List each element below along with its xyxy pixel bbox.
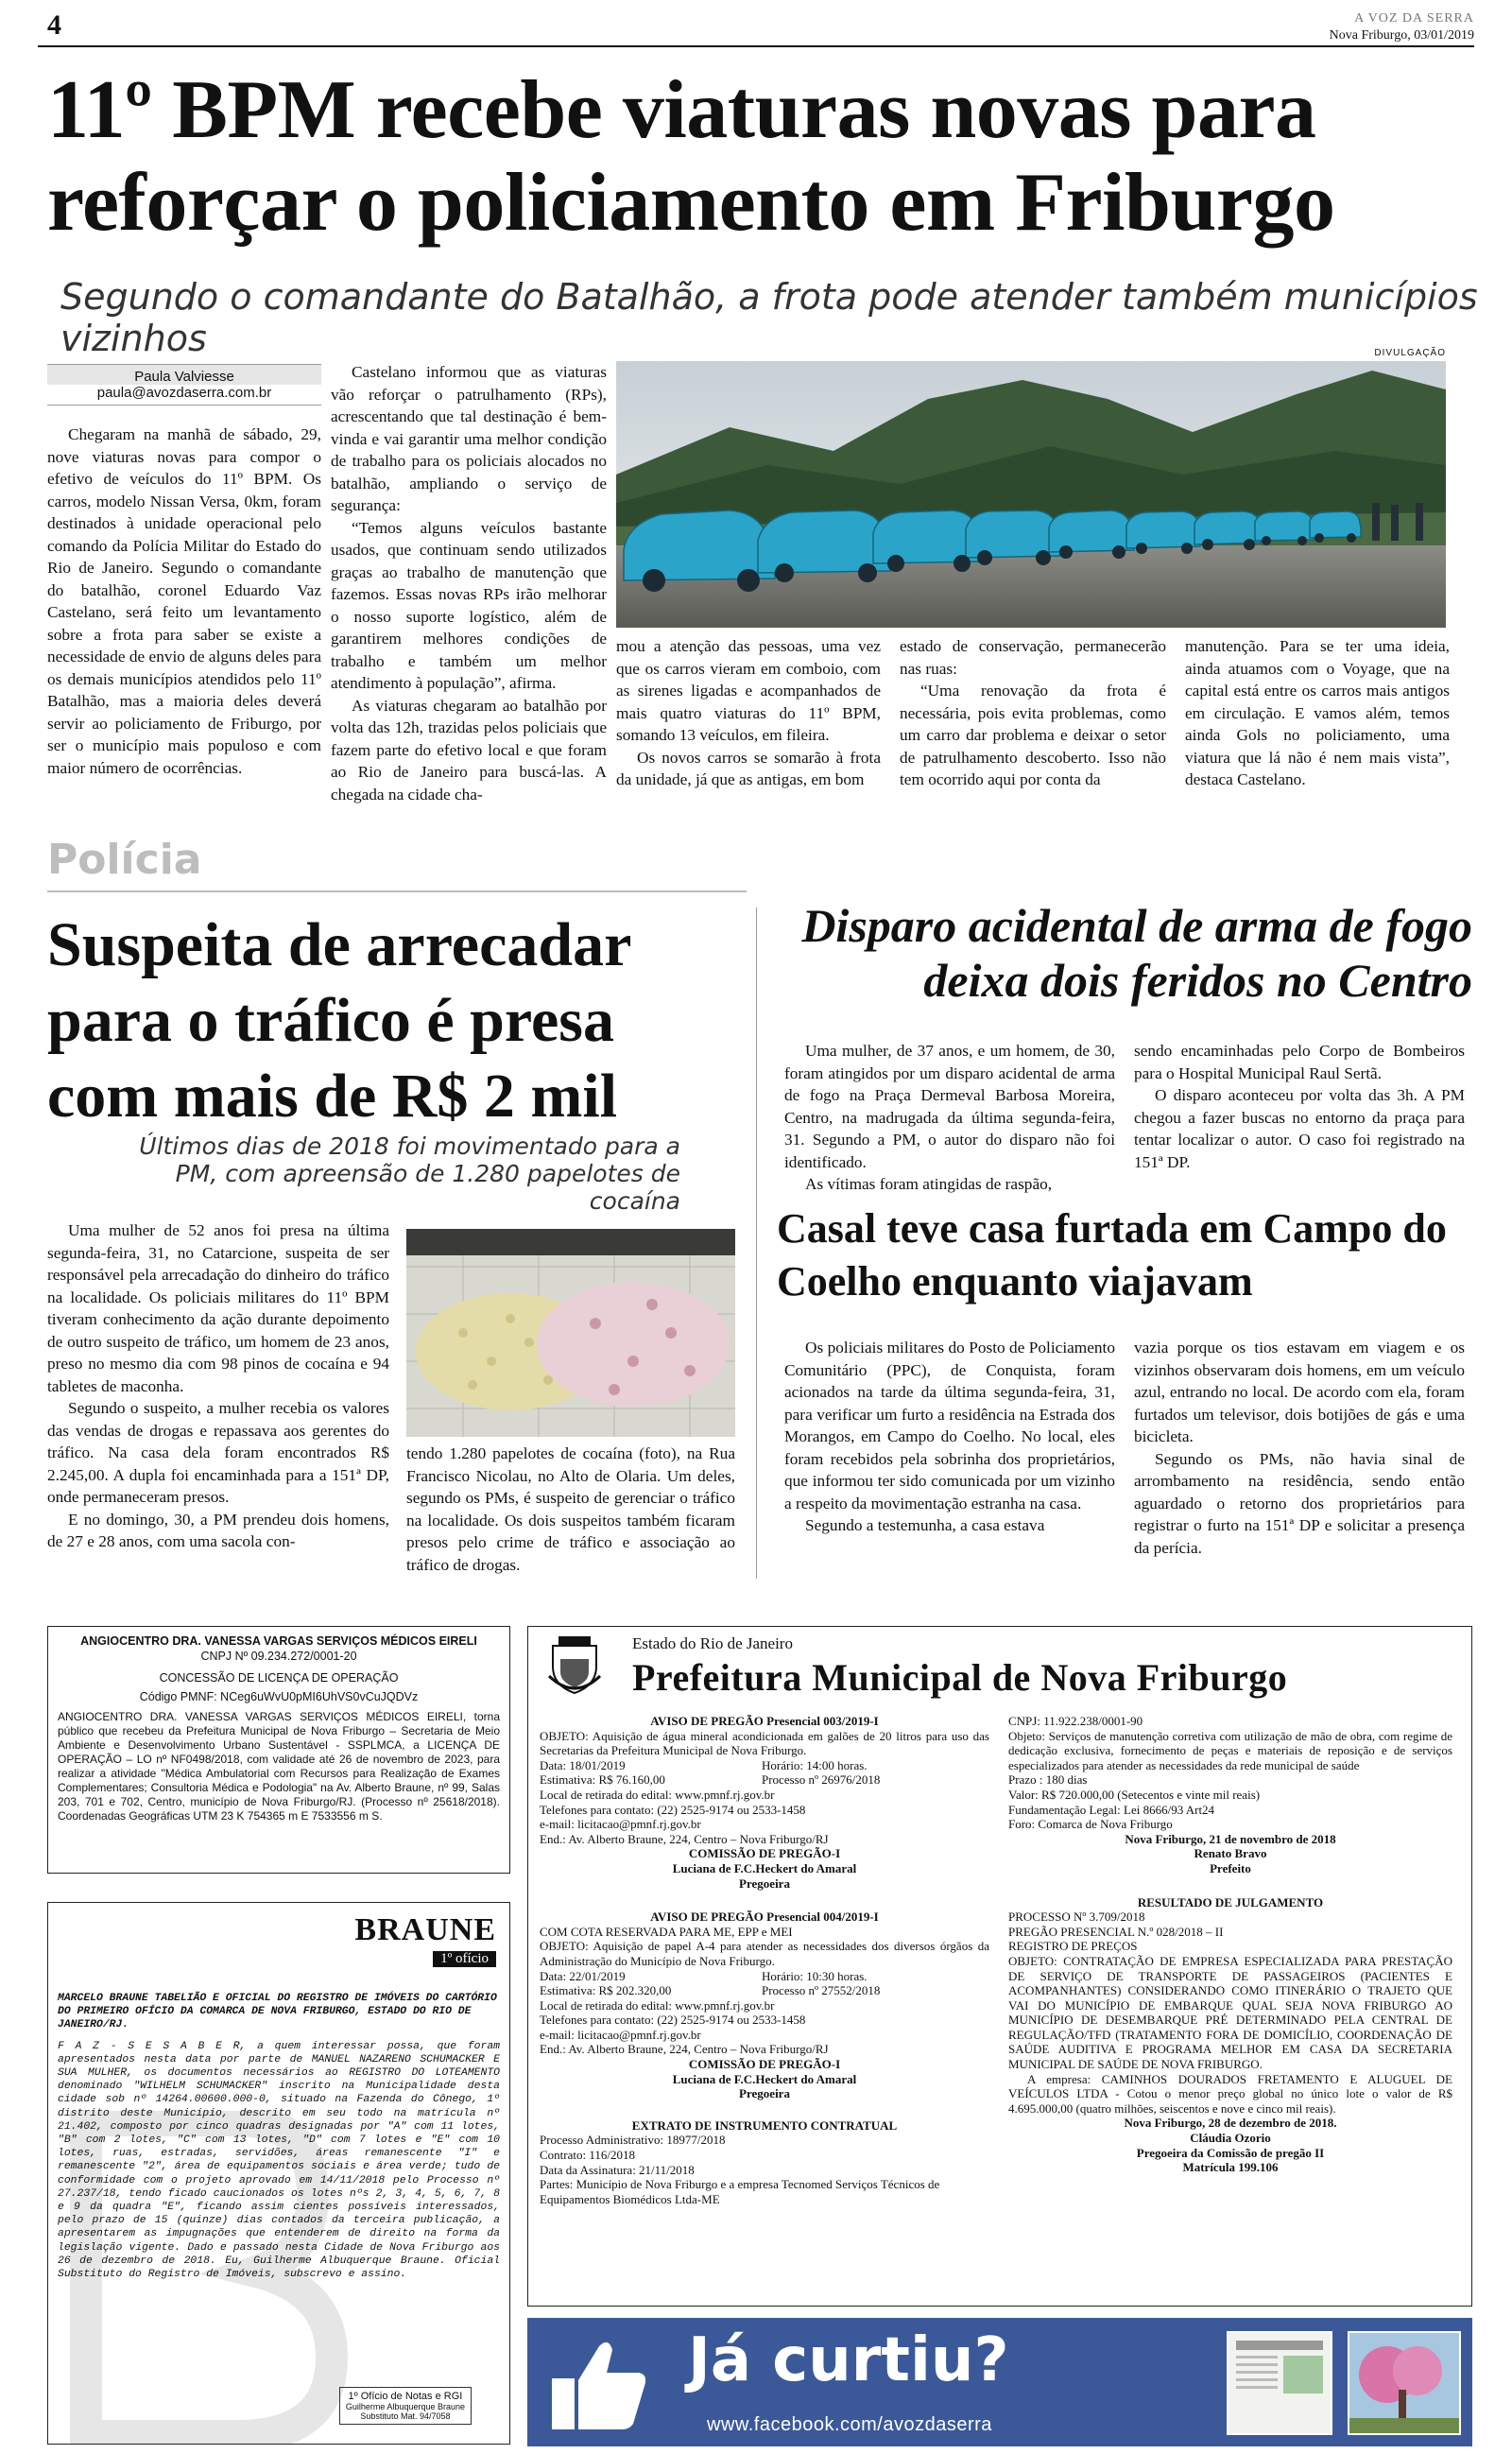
drugs-photo	[406, 1229, 735, 1437]
result-role: Pregoeira da Comissão de pregão II	[1136, 2145, 1325, 2160]
extrato-partes: Partes: Município de Nova Friburgo e a empresa Tecnomed Serviços Técnicos de Equipamentos Biomédicos Ltda-ME	[540, 2177, 940, 2206]
aviso2-title: AVISO DE PREGÃO Presencial 004/2019-I	[650, 1910, 879, 1925]
casal-col-1-p1: Os policiais militares do Posto de Policiamento Comunitário (PPC), de Conquista, foram acionados na tarde da última segunda-feira, 31, para verificar um furto a residência na Estrada dos Morangos, em Campo do Coelho. No local, eles foram recebidos pela sobrinha dos proprietários, que informou ter sido comunicada por um vizinho a respeito da movimentação estranha na casa.	[784, 1339, 1115, 1512]
braune-header: MARCELO BRAUNE TABELIÃO E OFICIAL DO REGISTRO DE IMÓVEIS DO CARTÓRIO DO PRIMEIRO OFÍCIO DA COMARCA DE NOVA FRIBURGO, ESTADO DO RIO DE JANEIRO/RJ.	[58, 1993, 497, 2031]
aviso2-role: Pregoeira	[739, 2086, 790, 2101]
angiocentro-ad	[47, 1626, 510, 1874]
aviso1-hora: Horário: 14:00 horas.	[762, 1757, 868, 1772]
braune-logo-text: BRAUNE	[354, 1912, 496, 1947]
angiocentro-title: ANGIOCENTRO DRA. VANESSA VARGAS SERVIÇOS MÉDICOS EIRELI	[80, 1634, 477, 1648]
braune-logo-sub: 1º ofício	[433, 1951, 496, 1967]
result-pregao: PREGÃO PRESENCIAL N.º 028/2018 – II	[1008, 1924, 1224, 1939]
section-tag-policia: Polícia	[47, 836, 202, 884]
braune-stamp-line3: Substituto Mat. 94/7058	[360, 2411, 451, 2421]
right-objeto: Objeto: Serviços de manutenção corretiva com utilização de mão de obra, com regime de dedicação exclusiva, fornecimento de peças e materiais de reposição e de serviços especializados para atender as necessidades da rede municipal de saúde	[1008, 1728, 1452, 1772]
facebook-url[interactable]: www.facebook.com/avozdaserra	[707, 2414, 992, 2435]
casal-col-2-p1: vazia porque os tios estavam em viagem e os vizinhos observaram dois homens, em um veículo azul, entrando no local. De acordo com ela, foram furtados um televisor, dois botijões de gás e uma bicicleta.	[1134, 1339, 1465, 1445]
aviso1-email: e-mail: licitacao@pmnf.rj.gov.br	[540, 1817, 701, 1832]
suspeita-col-1-p2: Segundo o suspeito, a mulher recebia os valores das vendas de drogas e repassava aos gerentes do tráfico. Na casa dela foram encontrados R$ 2.245,00. A dupla foi encaminhada para a 151ª DP, onde permaneceram presos.	[47, 1399, 389, 1506]
main-col-3-p1: mou a atenção das pessoas, uma vez que os carros vieram em comboio, com as sirenes ligadas e acompanhados de mais quatro viaturas do 11º BPM, somando 13 veículos, em fileira.	[616, 637, 881, 744]
disparo-col-1-p2: As vítimas foram atingidas de raspão,	[805, 1175, 1053, 1193]
column-divider	[756, 907, 757, 1579]
facebook-banner[interactable]	[527, 2318, 1472, 2446]
result-registro: REGISTRO DE PREÇOS	[1008, 1939, 1138, 1954]
aviso1-telefones: Telefones para contato: (22) 2525-9174 ou 2533-1458	[540, 1802, 806, 1817]
casal-col-1-p2: Segundo a testemunha, a casa estava	[805, 1516, 1045, 1534]
aviso1-comissao: COMISSÃO DE PREGÃO-I	[688, 1846, 841, 1861]
disparo-col-2-p2: O disparo aconteceu por volta das 3h. A PM chegou a fazer buscas no entorno da praça para tentar localizar o autor. O caso foi registrado na 151ª DP.	[1134, 1086, 1465, 1171]
main-col-2-p1: Castelano informou que as viaturas vão reforçar o patrulhamento (RPs), acrescentando que tal destinação é bem-vinda e vai garantir uma melhor condição de trabalho para os policiais alocados no batalhão, ampliando o serviço de segurança:	[331, 363, 607, 514]
aviso1-local: Local de retirada do edital: www.pmnf.rj.gov.br	[540, 1787, 775, 1802]
prefeitura-right-col	[1008, 1714, 1452, 2175]
result-objeto: OBJETO: CONTRATAÇÃO DE EMPRESA ESPECIALIZADA PARA PRESTAÇÃO DE SERVIÇO DE TRANSPORTE DE PASSAGEIROS (PACIENTES E ACOMPANHANTES) CONSIDERANDO COMO ITINERÁRIO O TRAJETO QUE VAI DO MUNICÍPIO DE EMBARQUE QUAL SEJA NOVA FRIBURGO AO MUNICÍPIO DE DESEMBARQUE PRÉ DETERMINADO PELA CENTRAL DE REGULAÇÃO/TFD (TRATAMENTO FORA DE DOMICÍLIO, COORDENAÇÃO DE SAÚDE AUDITIVA E PROGRAMA MELHOR EM CASA DA SECRETARIA MUNICIPAL DE SAÚDE DE NOVA FRIBURGO.	[1008, 1953, 1452, 2072]
aviso2-objeto: OBJETO: Aquisição de papel A-4 para atender as necessidades dos diversos órgãos da Administração do Município de Nova Friburgo.	[540, 1939, 989, 1968]
byline-author: Paula Valviesse	[47, 364, 321, 385]
main-col-3-p2: Os novos carros se somarão à frota da unidade, já que as antigas, em bom	[616, 748, 881, 788]
right-fundamentacao: Fundamentação Legal: Lei 8666/93 Art24	[1008, 1802, 1215, 1817]
police-cars-photo	[616, 361, 1446, 628]
coat-of-arms-icon	[545, 1634, 604, 1695]
suspeita-col-1-p3: E no domingo, 30, a PM prendeu dois homens, de 27 e 28 anos, com uma sacola con-	[47, 1510, 389, 1550]
casal-col-2	[1134, 1337, 1465, 1559]
extrato-contrato: Contrato: 116/2018	[540, 2148, 635, 2163]
extrato-data: Data da Assinatura: 21/11/2018	[540, 2162, 695, 2177]
page-number: 4	[47, 9, 61, 41]
page-date: Nova Friburgo, 03/01/2019	[1329, 28, 1474, 43]
extrato-processo: Processo Administrativo: 18977/2018	[540, 2133, 726, 2148]
aviso2-endereco: End.: Av. Alberto Braune, 224, Centro – Nova Friburgo/RJ	[540, 2042, 829, 2057]
right-date: Nova Friburgo, 21 de novembro de 2018	[1125, 1831, 1336, 1846]
prefeitura-left-col	[540, 1714, 989, 2206]
right-foro: Foro: Comarca de Nova Friburgo	[1008, 1817, 1173, 1832]
main-col-5: manutenção. Para se ter uma ideia, ainda atuamos com o Voyage, que na capital está entre os carros mais antigos em circulação. E vamos além, temos ainda Gols no policiamento, uma viatura que lá não é nem mais vista”, destaca Castelano.	[1185, 637, 1450, 788]
suspeita-col-2: tendo 1.280 papelotes de cocaína (foto), na Rua Francisco Nicolau, no Alto de Olaria. Um deles, segundo os PMs, é suspeito de gerenciar o tráfico na localidade. Os dois suspeitos também ficaram presos pelo crime de tráfico e associação ao tráfico de drogas.	[406, 1444, 735, 1574]
aviso1-role: Pregoeira	[739, 1875, 790, 1891]
aviso1-data: Data: 18/01/2019	[540, 1757, 626, 1772]
right-cnpj: CNPJ: 11.922.238/0001-90	[1008, 1714, 1143, 1728]
paper-name: A VOZ DA SERRA	[1354, 11, 1474, 26]
disparo-col-2-p1: sendo encaminhadas pelo Corpo de Bombeiros para o Hospital Municipal Raul Sertã.	[1134, 1042, 1465, 1082]
prefeitura-state: Estado do Rio de Janeiro	[632, 1634, 793, 1652]
aviso2-email: e-mail: licitacao@pmnf.rj.gov.br	[540, 2027, 701, 2042]
braune-stamp-line2: Guilherme Albuquerque Braune	[345, 2402, 465, 2411]
suspeita-col-1-p1: Uma mulher de 52 anos foi presa na última segunda-feira, 31, no Catarcione, suspeita de ser responsável pela arrecadação do dinheiro do tráfico na localidade. Os policiais militares do 11º BPM tiveram conhecimento da ação durante depoimento de outro suspeito de tráfico, um homem de 23 anos, preso no mesmo dia com 98 pinos de cocaína e 94 tabletes de maconha.	[47, 1221, 389, 1395]
main-col-2-p3: As viaturas chegaram ao batalhão por volta das 12h, trazidas pelos policiais que fazem parte do efetivo local e que foram ao Rio de Janeiro para buscá-las. A chegada na cidade cha-	[331, 696, 607, 804]
facebook-thumbnail-newspaper	[1227, 2331, 1332, 2435]
main-col-2-p2: “Temos alguns veículos bastante usados, que continuam sendo utilizados graças ao trabalho de manutenção que fazemos. Essas novas RPs irão melhorar o nosso suporte logístico, além de garantirem melhores condições de trabalho e também um melhor atendimento à população”, afirma.	[331, 518, 607, 692]
aviso2-hora: Horário: 10:30 horas.	[762, 1968, 868, 1983]
angiocentro-body: ANGIOCENTRO DRA. VANESSA VARGAS SERVIÇOS MÉDICOS EIRELI, torna público que recebeu da Prefeitura Municipal de Nova Friburgo – Secretaria de Meio Ambiente e Desenvolvimento Urbano Sustentável - SSPLMCA, a LICENÇA DE OPERAÇÃO – LO nº NF0498/2018, com validade até 26 de novembro de 2023, para realizar a atividade "Médica Ambulatorial com Recursos para Realização de Exames Complementares; Consultoria Médica e Podologia" na Av. Alberto Braune, nº 99, Salas 203, 701 e 702, Centro, município de Nova Friburgo/RJ. (Processo nº 25618/2018). Coordenadas Geográficas UTM 23 K 754365 m E 7533556 m S.	[58, 1710, 500, 1823]
right-signature: Renato Bravo	[1194, 1846, 1267, 1861]
result-title: RESULTADO DE JULGAMENTO	[1137, 1894, 1324, 1910]
aviso2-processo: Processo nº 27552/2018	[762, 1983, 881, 1998]
main-col-4-p1: estado de conservação, permanecerão nas ruas:	[900, 637, 1166, 678]
main-col-4-p2: “Uma renovação da frota é necessária, pois evita problemas, como um carro dar problema e deixar o setor de patrulhamento descoberto. Isso não tem ocorrido aqui por conta da	[900, 682, 1166, 788]
thumbs-up-icon	[546, 2331, 650, 2435]
aviso2-data: Data: 22/01/2019	[540, 1968, 626, 1983]
main-col-2	[331, 361, 607, 805]
casal-col-2-p2: Segundo os PMs, não havia sinal de arrombamento na residência, sendo então aguardado o retorno dos proprietários para registrar o furto na 151ª DP e solicitar a presença da perícia.	[1134, 1449, 1465, 1557]
main-col-1: Chegaram na manhã de sábado, 29, nove viaturas novas para compor o efetivo de veículos do 11º BPM. Os carros, modelo Nissan Versa, 0km, foram destinados à unidade operacional pelo comando da Polícia Militar do Estado do Rio de Janeiro. Segundo o comandante do batalhão, coronel Eduardo Vaz Castelano, será feito um levantamento sobre a frota para saber se existe a necessidade de envio de alguns deles para os demais municípios atendidos pelo 11º Batalhão, mas a maioria deles deverá servir ao policiamento de Friburgo, por ser o município mais populoso e com maior número de ocorrências.	[47, 425, 321, 777]
main-headline: 11º BPM recebe viaturas novas para reforçar o policiamento em Friburgo	[47, 64, 1335, 249]
aviso2-estimativa: Estimativa: R$ 202.320,00	[540, 1983, 672, 1998]
right-role: Prefeito	[1210, 1860, 1251, 1875]
suspeita-col-1	[47, 1219, 389, 1553]
aviso1-processo: Processo nº 26976/2018	[762, 1772, 881, 1788]
aviso1-title: AVISO DE PREGÃO Presencial 003/2019-I	[650, 1714, 879, 1728]
aviso2-signature: Luciana de F.C.Heckert do Amaral	[672, 2071, 857, 2086]
aviso2-cota: COM COTA RESERVADA PARA ME, EPP e MEI	[540, 1924, 793, 1939]
photo-credit: DIVULGAÇÃO	[1374, 348, 1446, 358]
braune-body: F A Z - S E S A B E R, a quem interessar possa, que foram apresentados nesta data por parte de MANUEL NAZARENO SCHUMACKER E SUA MULHER, os documentos necessários ao REGISTRO DO LOTEAMENTO denominado "WILHELM SCHUMACKER" inscrito na Municipalidade desta cidade sob nº 14264.00600.000-0, situado na Fazenda do Cônego, 1º distrito deste Município, descrito em seu todo na matrícula nº 21.402, composto por cinco quadras designadas por "A" com 11 lotes, "B" com 2 lotes, "C" com 13 lotes, "D" com 7 lotes e "E" com 10 lotes, ruas, estradas, servidões, áreas remanescente "I" e remanescente "2", área de equipamentos sociais e área verde; tudo de conformidade com o projeto aprovado em 14/11/2018 pelo Processo nº 27.237/18, tendo ficado caucionados os lotes nºs 2, 3, 4, 5, 6, 7, 8 e 9 da quadra "E", ficando assim cientes possíveis interessados, pelo prazo de 15 (quinze) dias contados da terceira publicação, a apresentarem as impugnações que entenderem de direito na forma da legislação vigente. Dado e passado nesta Cidade de Nova Friburgo aos 26 de dezembro de 2018. Eu, Guilherme Albuquerque Braune. Oficial Substituto do Registro de Imóveis, subscrevo e assino.	[58, 2040, 500, 2281]
casal-col-1	[784, 1337, 1115, 1537]
braune-stamp	[339, 2387, 472, 2425]
casal-headline: Casal teve casa furtada em Campo do Coelho enquanto viajavam	[777, 1205, 1447, 1305]
result-signature: Cláudia Ozorio	[1190, 2131, 1271, 2146]
top-rule	[38, 45, 1474, 47]
braune-logo	[354, 1912, 496, 1967]
result-processo: PROCESSO Nº 3.709/2018	[1008, 1910, 1145, 1925]
aviso1-endereco: End.: Av. Alberto Braune, 224, Centro – Nova Friburgo/RJ	[540, 1831, 829, 1846]
aviso2-telefones: Telefones para contato: (22) 2525-9174 ou 2533-1458	[540, 2013, 806, 2028]
angiocentro-code: Código PMNF: NCeg6uWvU0pMI6UhVS0vCuJQDVz	[139, 1689, 419, 1703]
braune-stamp-line1: 1º Ofício de Notas e RGI	[348, 2391, 463, 2402]
aviso1-signature: Luciana de F.C.Heckert do Amaral	[672, 1860, 857, 1875]
result-empresa: A empresa: CAMINHOS DOURADOS FRETAMENTO E ALUGUEL DE VEÍCULOS LTDA - Cotou o menor preço global no único lote o valor de R$ 4.695.000,00 (quatro milhões, seiscentos e nove e cinco mil reais).	[1008, 2071, 1452, 2116]
angiocentro-cnpj: CNPJ Nº 09.234.272/0001-20	[200, 1649, 357, 1663]
suspeita-headline: Suspeita de arrecadar para o tráfico é presa com mais de R$ 2 mil	[47, 910, 631, 1131]
facebook-thumbnail-tree	[1348, 2331, 1461, 2435]
aviso2-local: Local de retirada do edital: www.pmnf.rj.gov.br	[540, 1997, 775, 2013]
disparo-col-1-p1: Uma mulher, de 37 anos, e um homem, de 30, foram atingidos por um disparo acidental de arma de fogo na Praça Dermeval Barbosa Moreira, Centro, na madrugada da última segunda-feira, 31. Segundo a PM, o autor do disparo não foi identificado.	[784, 1042, 1115, 1171]
main-col-4	[900, 635, 1166, 791]
right-valor: Valor: R$ 720.000,00 (Setecentos e vinte mil reais)	[1008, 1787, 1261, 1802]
disparo-col-1	[784, 1040, 1115, 1196]
result-date: Nova Friburgo, 28 de dezembro de 2018.	[1124, 2116, 1337, 2131]
aviso1-estimativa: Estimativa: R$ 76.160,00	[540, 1772, 665, 1788]
suspeita-subheadline: Últimos dias de 2018 foi movimentado para a PM, com apreensão de 1.280 papelotes de cocaína	[139, 1132, 680, 1215]
result-matricula: Matrícula 199.106	[1182, 2160, 1279, 2175]
section-rule	[47, 890, 747, 892]
prefeitura-title: Prefeitura Municipal de Nova Friburgo	[632, 1656, 1288, 1699]
aviso1-objeto: OBJETO: Aquisição de água mineral acondicionada em galões de 20 litros para uso das Secretarias da Prefeitura Municipal de Nova Friburgo.	[540, 1728, 989, 1758]
braune-ad	[47, 1902, 510, 2445]
disparo-col-2	[1134, 1040, 1465, 1173]
disparo-headline: Disparo acidental de arma de fogo deixa dois feridos no Centro	[801, 899, 1472, 1007]
main-subheadline: Segundo o comandante do Batalhão, a frota pode atender também municípios vizinhos	[60, 276, 1478, 359]
byline-email: paula@avozdaserra.com.br	[47, 385, 321, 406]
angiocentro-subtitle: CONCESSÃO DE LICENÇA DE OPERAÇÃO	[159, 1671, 399, 1685]
facebook-banner-text: Já curtiu?	[688, 2325, 1009, 2395]
prefeitura-ad	[527, 1626, 1472, 2307]
right-prazo: Prazo : 180 dias	[1008, 1772, 1088, 1788]
extrato-title: EXTRATO DE INSTRUMENTO CONTRATUAL	[631, 2117, 898, 2133]
aviso2-comissao: COMISSÃO DE PREGÃO-I	[688, 2057, 841, 2072]
main-col-3	[616, 635, 881, 791]
